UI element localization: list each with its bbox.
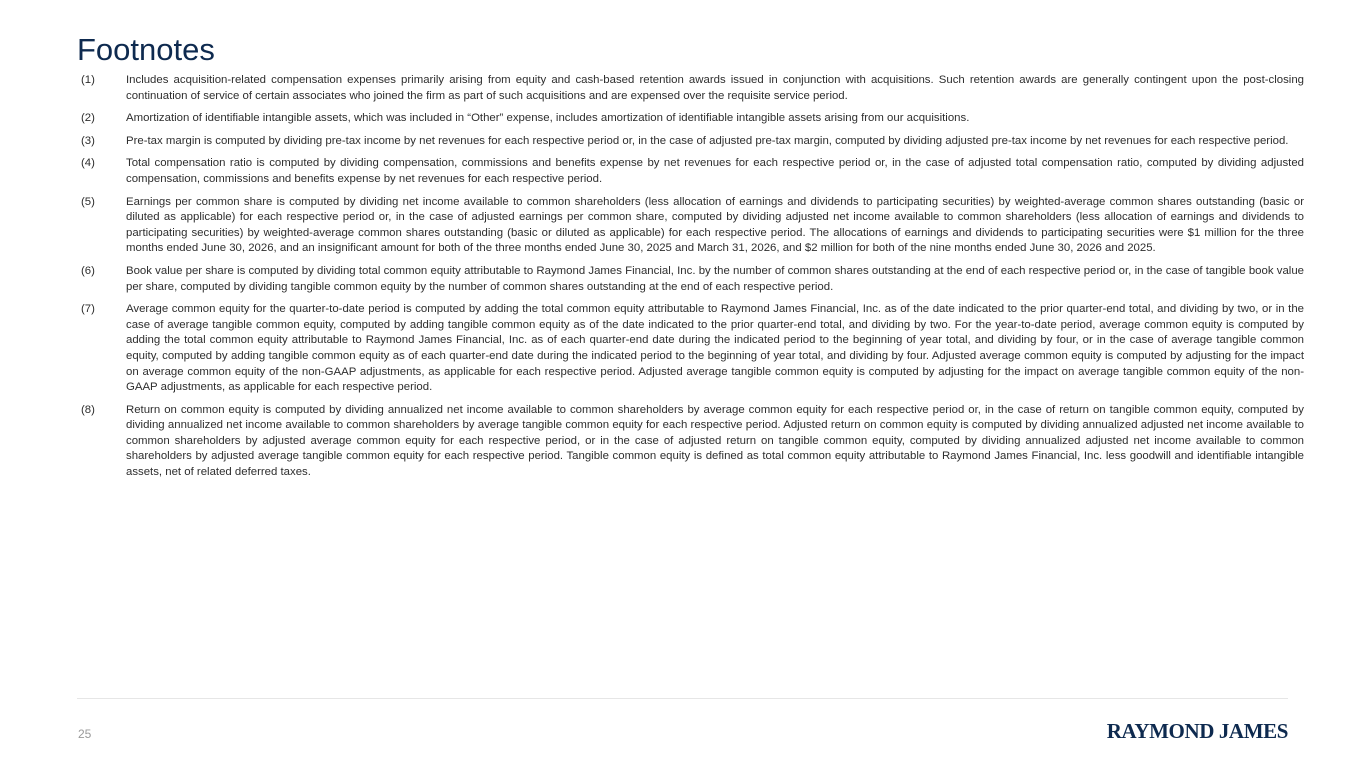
- raymond-james-logo: RAYMOND JAMES: [1106, 719, 1288, 743]
- footnote-text: Return on common equity is computed by dividing annualized net income available to common shareholders by average common equity for each respective period or, in the case of return on tangible common equity, computed by dividing annualized net income available to common shareholders by average tangible common equity for each respective period. Adjusted return on common equity is computed by dividing annualized adjusted net income available to common shareholders by adjusted average common equity for each respective period, or in the case of adjusted return on tangible common equity, computed by dividing annualized adjusted net income available to common shareholders by adjusted average tangible common equity for each respective period. Tangible common equity is defined as total common equity attributable to Raymond James Financial, Inc. less goodwill and identifiable intangible assets, net of related deferred taxes.: [126, 403, 1304, 479]
- footnote-number: (4): [81, 157, 95, 170]
- footnote-item: [77, 73, 1304, 104]
- footnote-item: [77, 302, 1304, 396]
- footer-divider: [77, 698, 1288, 699]
- footnote-number: (7): [81, 303, 95, 316]
- footnote-item: [77, 264, 1304, 295]
- footnote-number: (8): [81, 403, 95, 416]
- page-title: Footnotes: [77, 32, 215, 67]
- footnote-text: Total compensation ratio is computed by dividing compensation, commissions and benefits expense by net revenues for each respective period or, in the case of adjusted total compensation ratio, computed by dividing adjusted compensation, commissions and benefits expense by net revenues for each respective period.: [126, 157, 1304, 185]
- footnote-item: [77, 156, 1304, 187]
- footnote-number: (1): [81, 74, 95, 86]
- footnote-item: [77, 134, 1304, 150]
- footnote-text: Pre-tax margin is computed by dividing pre-tax income by net revenues for each respective period or, in the case of adjusted pre-tax margin, computed by dividing adjusted pre-tax income by net revenues for each respective period.: [126, 134, 1289, 147]
- footnote-item: [77, 111, 1304, 127]
- footnote-number: (3): [81, 134, 95, 147]
- page-number: 25: [78, 727, 92, 741]
- footnote-text: Book value per share is computed by dividing total common equity attributable to Raymond James Financial, Inc. by the number of common shares outstanding at the end of each respective period or, in the case of tangible book value per share, computed by dividing tangible common equity by the number of common shares outstanding at the end of each respective period.: [126, 264, 1304, 293]
- footnote-text: Amortization of identifiable intangible assets, which was included in “Other” expense, includes amortization of identifiable intangible assets arising from our acquisitions.: [126, 112, 970, 125]
- footnote-text: Average common equity for the quarter-to-date period is computed by adding the total common equity attributable to Raymond James Financial, Inc. as of the date indicated to the prior quarter-end total, and dividing by two, or in the case of average tangible common equity, computed by adding tangible common equity as of the date indicated to the prior quarter-end total, and dividing by two. For the year-to-date period, average common equity is computed by adding the total common equity attributable to Raymond James Financial, Inc. as of each quarter-end date during the indicated period to the beginning of year total, and dividing by four, or in the case of average tangible common equity, computed by adding tangible common equity as of each quarter-end date during the indicated period to the beginning of year total, and dividing by four. Adjusted average common equity is computed by adjusting for the impact on average common equity of the non-GAAP adjustments, as applicable for each respective period. Adjusted average tangible common equity is computed by adjusting for the impact on average tangible common equity of the non-GAAP adjustments, as applicable for each respective period.: [126, 303, 1304, 394]
- footnote-text: Includes acquisition-related compensation expenses primarily arising from equity and cash-based retention awards issued in conjunction with acquisitions. Such retention awards are generally contingent upon the post-closing continuation of service of certain associates who joined the firm as part of such acquisitions and are expensed over the requisite service period.: [126, 74, 1304, 102]
- footnote-list: [77, 73, 1304, 488]
- footnote-number: (2): [81, 112, 95, 125]
- footnote-number: (6): [81, 264, 95, 277]
- footnote-item: [77, 195, 1304, 257]
- footnote-text: Earnings per common share is computed by dividing net income available to common shareholders (less allocation of earnings and dividends to participating securities) by weighted-average common shares outstanding (basic or diluted as applicable) for each respective period or, in the case of adjusted earnings per common share, computed by dividing adjusted net income available to common shareholders (less allocation of earnings and dividends to participating securities) by weighted-average common shares outstanding (basic or diluted as applicable) for each respective period. The allocations of earnings and dividends to participating securities were $1 million for the three months ended June 30, 2026, and an insignificant amount for both of the three months ended June 30, 2025 and March 31, 2026, and $2 million for both of the nine months ended June 30, 2026 and 2025.: [126, 195, 1304, 255]
- footnote-number: (5): [81, 195, 95, 208]
- footnote-item: [77, 403, 1304, 481]
